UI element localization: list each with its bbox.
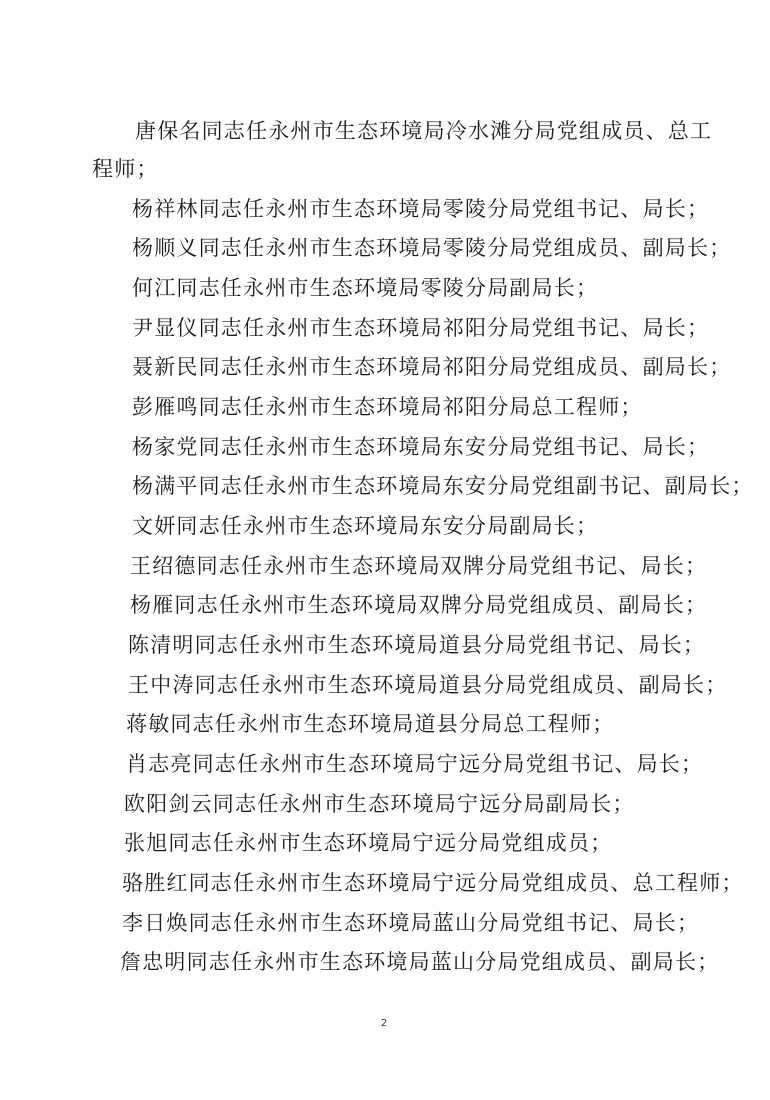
- text-line: 聂新民同志任永州市生态环境局祁阳分局党组成员、副局长；: [132, 355, 732, 379]
- text-line: 詹忠明同志任永州市生态环境局蓝山分局党组成员、副局长；: [120, 950, 720, 974]
- text-line: 杨雁同志任永州市生态环境局双牌分局党组成员、副局长；: [130, 593, 708, 617]
- text-line: 何江同志任永州市生态环境局零陵分局副局长；: [132, 276, 599, 300]
- text-line: 彭雁鸣同志任永州市生态环境局祁阳分局总工程师；: [132, 395, 643, 419]
- text-line: 程师；: [92, 157, 159, 181]
- text-line: 文妍同志任永州市生态环境局东安分局副局长；: [132, 514, 599, 538]
- text-line: 唐保名同志任永州市生态环境局冷水滩分局党组成员、总工: [135, 119, 713, 143]
- text-line: 杨家党同志任永州市生态环境局东安分局党组书记、局长；: [132, 435, 710, 459]
- text-line: 杨满平同志任永州市生态环境局东安分局党组副书记、副局长；: [132, 474, 754, 498]
- text-line: 李日焕同志任永州市生态环境局蓝山分局党组书记、局长；: [122, 911, 700, 935]
- text-line: 骆胜红同志任永州市生态环境局宁远分局党组成员、总工程师；: [122, 871, 744, 895]
- text-line: 肖志亮同志任永州市生态环境局宁远分局党组书记、局长；: [126, 752, 704, 776]
- text-line: 杨祥林同志任永州市生态环境局零陵分局党组书记、局长；: [132, 197, 710, 221]
- page-number: 2: [380, 1018, 388, 1029]
- text-line: 欧阳剑云同志任永州市生态环境局宁远分局副局长；: [124, 792, 635, 816]
- text-line: 杨顺义同志任永州市生态环境局零陵分局党组成员、副局长；: [132, 236, 732, 260]
- text-line: 陈清明同志任永州市生态环境局道县分局党组书记、局长；: [128, 633, 706, 657]
- text-line: 张旭同志任永州市生态环境局宁远分局党组成员；: [124, 831, 613, 855]
- text-line: 蒋敏同志任永州市生态环境局道县分局总工程师；: [126, 712, 615, 736]
- text-line: 王绍德同志任永州市生态环境局双牌分局党组书记、局长；: [130, 554, 708, 578]
- text-line: 尹显仪同志任永州市生态环境局祁阳分局党组书记、局长；: [132, 316, 710, 340]
- text-line: 王中涛同志任永州市生态环境局道县分局党组成员、副局长；: [128, 673, 728, 697]
